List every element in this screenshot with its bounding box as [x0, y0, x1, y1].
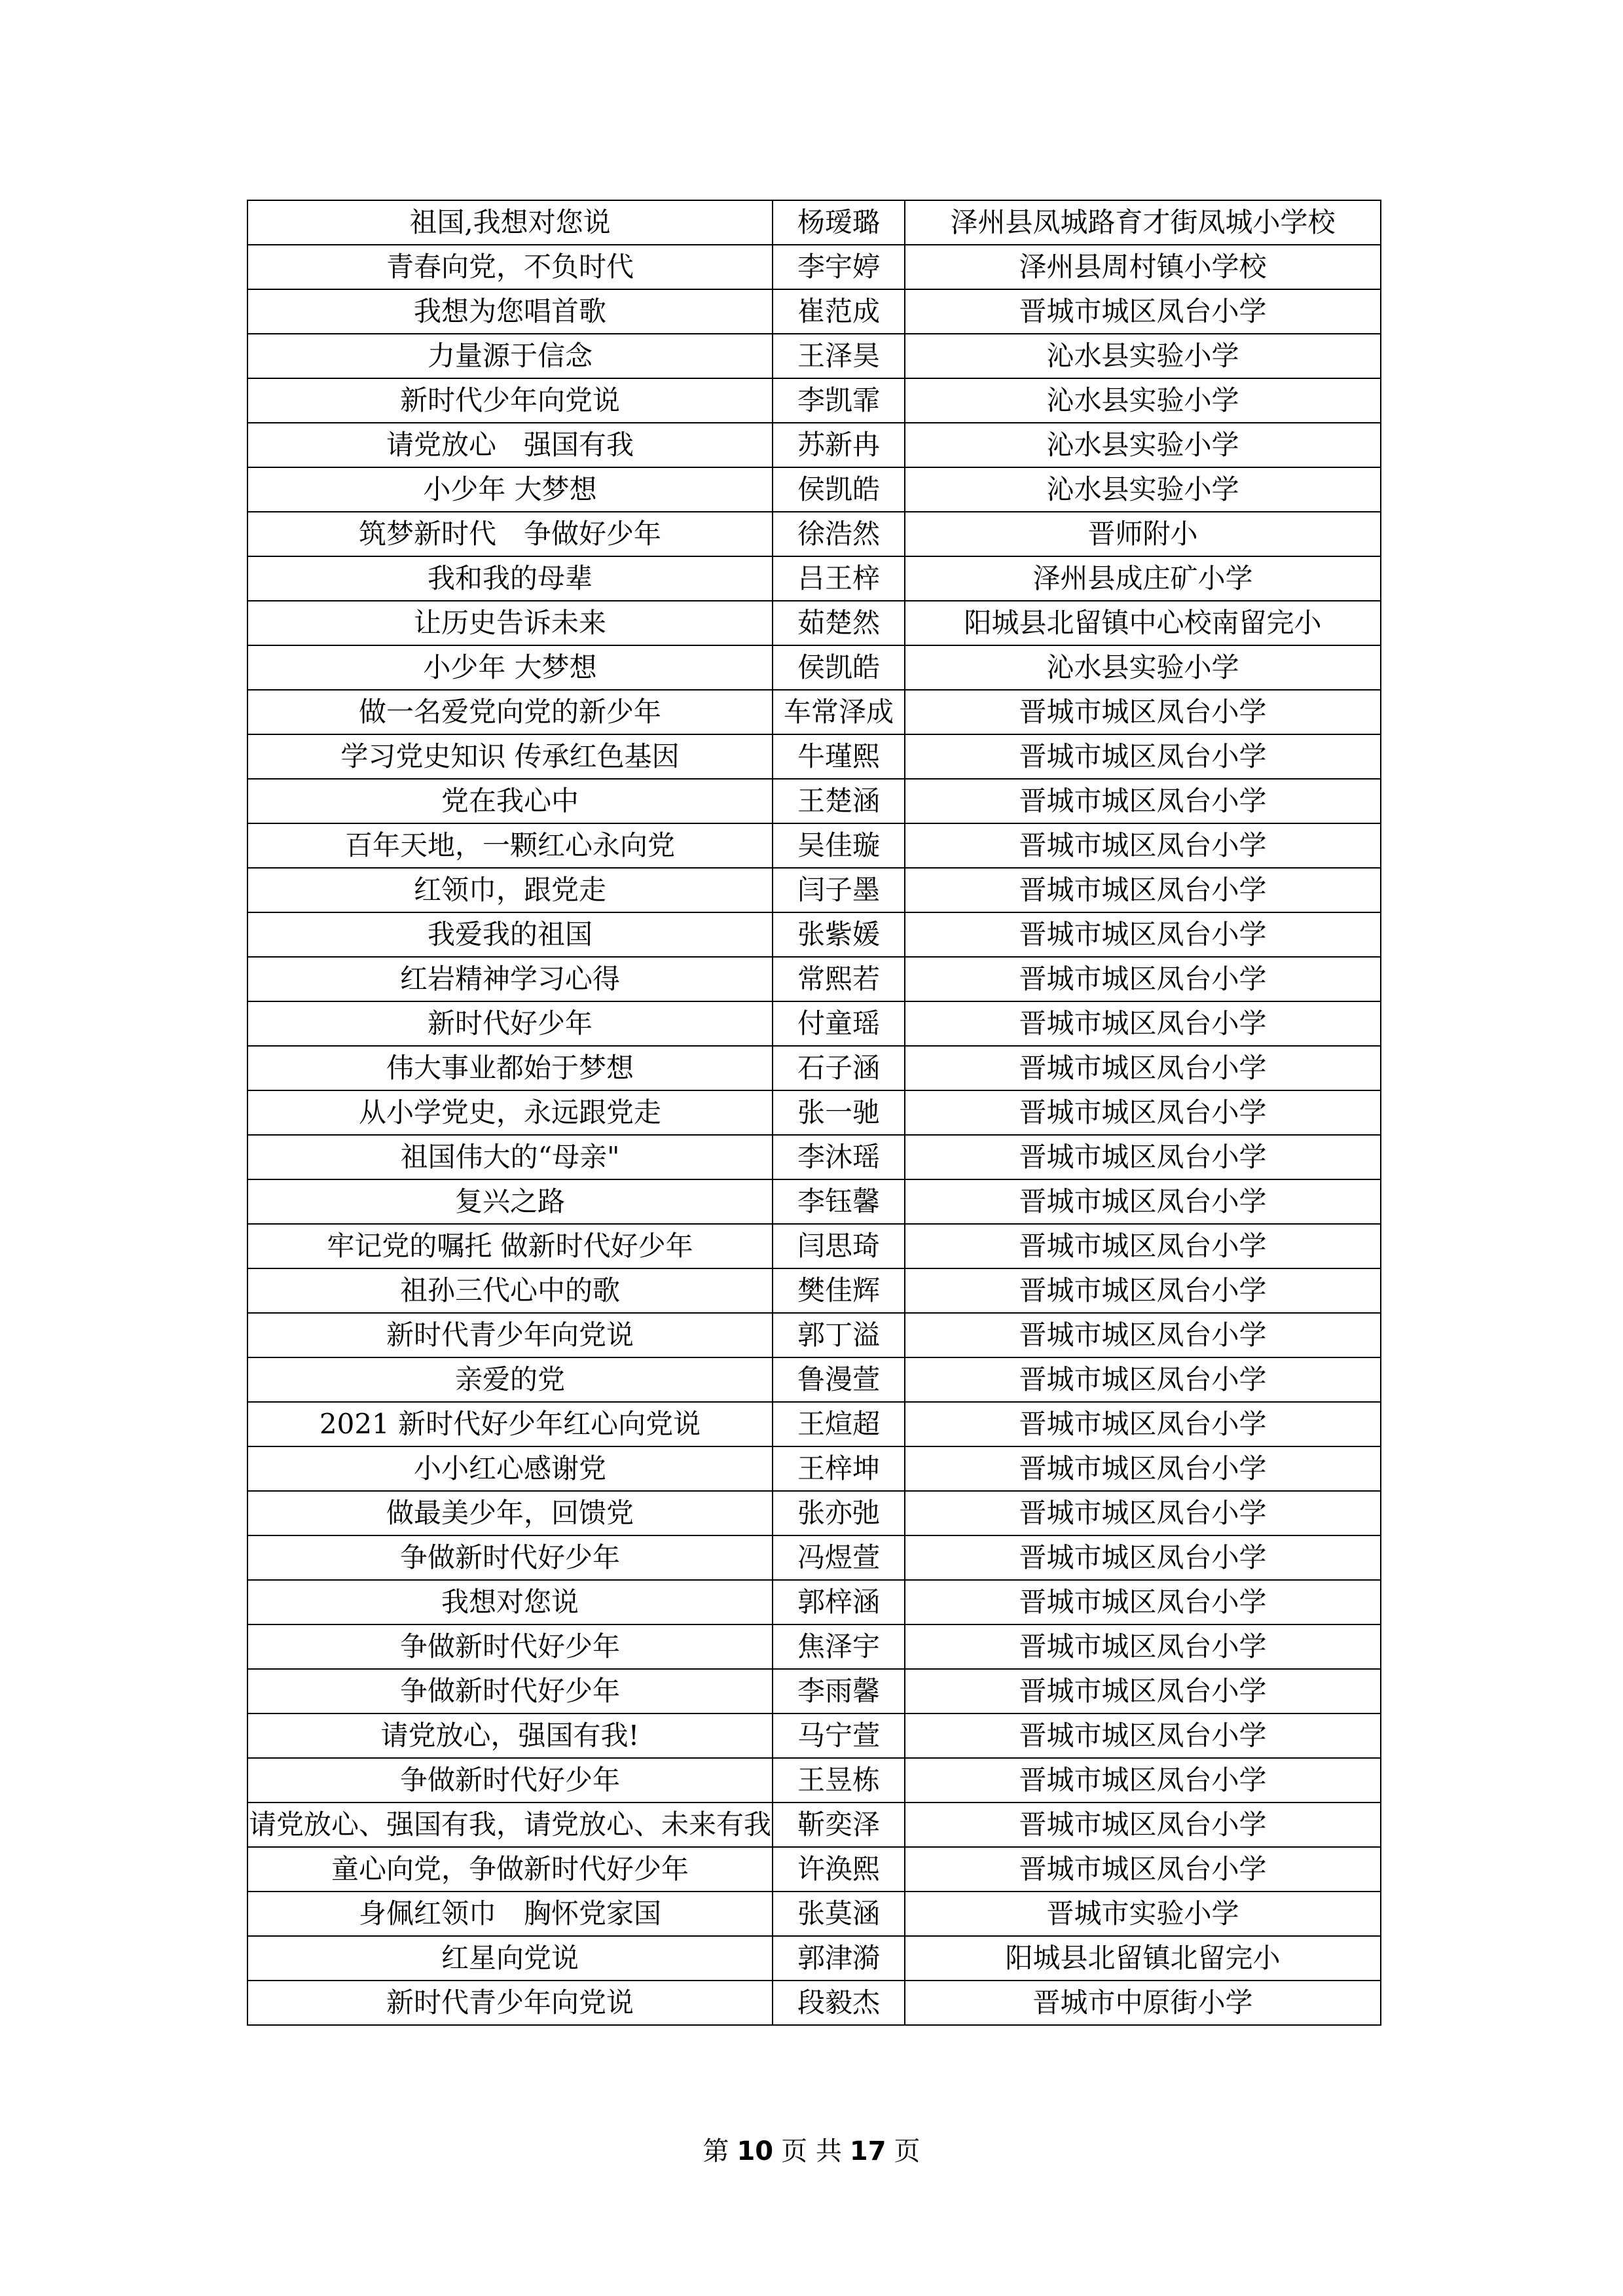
student-name-cell: 王楚涵	[773, 779, 905, 823]
table-row	[247, 957, 1381, 1001]
school-cell: 晋城市城区凤台小学	[905, 1135, 1381, 1179]
work-title-cell: 新时代青少年向党说	[247, 1981, 773, 2025]
table-row	[247, 1669, 1381, 1713]
work-title-cell: 我爱我的祖国	[247, 912, 773, 957]
student-name-cell: 许涣熙	[773, 1847, 905, 1892]
table-row	[247, 1135, 1381, 1179]
award-roster-table	[247, 200, 1381, 2026]
student-name-cell: 郭津漪	[773, 1936, 905, 1981]
work-title-cell: 我想为您唱首歌	[247, 289, 773, 334]
school-cell: 晋城市城区凤台小学	[905, 1758, 1381, 1803]
table-row	[247, 245, 1381, 289]
work-title-cell: 新时代青少年向党说	[247, 1313, 773, 1357]
work-title-cell: 身佩红领巾 胸怀党家国	[247, 1892, 773, 1936]
table-row	[247, 1981, 1381, 2025]
work-title-cell: 伟大事业都始于梦想	[247, 1046, 773, 1090]
student-name-cell: 马宁萱	[773, 1713, 905, 1758]
work-title-cell: 从小学党史，永远跟党走	[247, 1090, 773, 1135]
school-cell: 晋城市城区凤台小学	[905, 1402, 1381, 1446]
footer-middle: 页 共	[781, 2136, 842, 2166]
table-row	[247, 512, 1381, 556]
table-row	[247, 1357, 1381, 1402]
table-row	[247, 1046, 1381, 1090]
student-name-cell: 茹楚然	[773, 601, 905, 645]
student-name-cell: 张紫媛	[773, 912, 905, 957]
student-name-cell: 闫子墨	[773, 868, 905, 912]
table-row	[247, 1313, 1381, 1357]
current-page-number: 10	[737, 2136, 774, 2166]
page-footer	[0, 2130, 1623, 2168]
student-name-cell: 郭梓涵	[773, 1580, 905, 1624]
student-name-cell: 焦泽宇	[773, 1624, 905, 1669]
work-title-cell: 争做新时代好少年	[247, 1758, 773, 1803]
table-row	[247, 734, 1381, 779]
school-cell: 晋城市实验小学	[905, 1892, 1381, 1936]
school-cell: 晋城市城区凤台小学	[905, 1001, 1381, 1046]
work-title-cell: 请党放心 强国有我	[247, 423, 773, 467]
work-title-cell: 复兴之路	[247, 1179, 773, 1224]
school-cell: 晋城市城区凤台小学	[905, 779, 1381, 823]
work-title-cell: 争做新时代好少年	[247, 1535, 773, 1580]
work-title-cell: 做一名爱党向党的新少年	[247, 690, 773, 734]
school-cell: 沁水县实验小学	[905, 334, 1381, 378]
school-cell: 晋城市城区凤台小学	[905, 1803, 1381, 1847]
table-row	[247, 1803, 1381, 1847]
student-name-cell: 李钰馨	[773, 1179, 905, 1224]
table-row	[247, 1001, 1381, 1046]
school-cell: 晋城市城区凤台小学	[905, 1090, 1381, 1135]
work-title-cell: 请党放心，强国有我!	[247, 1713, 773, 1758]
work-title-cell: 新时代好少年	[247, 1001, 773, 1046]
work-title-cell: 做最美少年，回馈党	[247, 1491, 773, 1535]
total-pages-number: 17	[849, 2136, 886, 2166]
school-cell: 晋城市城区凤台小学	[905, 1713, 1381, 1758]
table-row	[247, 868, 1381, 912]
student-name-cell: 王煊超	[773, 1402, 905, 1446]
student-name-cell: 李凯霏	[773, 378, 905, 423]
work-title-cell: 力量源于信念	[247, 334, 773, 378]
student-name-cell: 李宇婷	[773, 245, 905, 289]
school-cell: 晋城市城区凤台小学	[905, 1535, 1381, 1580]
school-cell: 沁水县实验小学	[905, 378, 1381, 423]
work-title-cell: 小小红心感谢党	[247, 1446, 773, 1491]
table-row	[247, 1713, 1381, 1758]
student-name-cell: 徐浩然	[773, 512, 905, 556]
table-row	[247, 1847, 1381, 1892]
school-cell: 晋城市城区凤台小学	[905, 1446, 1381, 1491]
work-title-cell: 红岩精神学习心得	[247, 957, 773, 1001]
student-name-cell: 靳奕泽	[773, 1803, 905, 1847]
student-name-cell: 郭丁溢	[773, 1313, 905, 1357]
footer-prefix: 第	[702, 2136, 729, 2166]
table-row	[247, 423, 1381, 467]
school-cell: 晋城市城区凤台小学	[905, 1580, 1381, 1624]
table-row	[247, 601, 1381, 645]
work-title-cell: 祖孙三代心中的歌	[247, 1268, 773, 1313]
student-name-cell: 石子涵	[773, 1046, 905, 1090]
school-cell: 阳城县北留镇中心校南留完小	[905, 601, 1381, 645]
student-name-cell: 苏新冉	[773, 423, 905, 467]
work-title-cell: 童心向党，争做新时代好少年	[247, 1847, 773, 1892]
work-title-cell: 我和我的母辈	[247, 556, 773, 601]
table-row	[247, 912, 1381, 957]
student-name-cell: 王泽昊	[773, 334, 905, 378]
student-name-cell: 鲁漫萱	[773, 1357, 905, 1402]
school-cell: 晋城市中原街小学	[905, 1981, 1381, 2025]
table-row	[247, 1224, 1381, 1268]
school-cell: 沁水县实验小学	[905, 467, 1381, 512]
table-row	[247, 779, 1381, 823]
school-cell: 晋城市城区凤台小学	[905, 1357, 1381, 1402]
school-cell: 泽州县成庄矿小学	[905, 556, 1381, 601]
school-cell: 晋城市城区凤台小学	[905, 1268, 1381, 1313]
table-row	[247, 1936, 1381, 1981]
school-cell: 晋城市城区凤台小学	[905, 957, 1381, 1001]
school-cell: 晋城市城区凤台小学	[905, 734, 1381, 779]
work-title-cell: 2021 新时代好少年红心向党说	[247, 1402, 773, 1446]
work-title-cell: 红领巾，跟党走	[247, 868, 773, 912]
school-cell: 晋城市城区凤台小学	[905, 868, 1381, 912]
school-cell: 晋城市城区凤台小学	[905, 912, 1381, 957]
work-title-cell: 让历史告诉未来	[247, 601, 773, 645]
school-cell: 晋城市城区凤台小学	[905, 1313, 1381, 1357]
work-title-cell: 百年天地，一颗红心永向党	[247, 823, 773, 868]
school-cell: 沁水县实验小学	[905, 645, 1381, 690]
work-title-cell: 亲爱的党	[247, 1357, 773, 1402]
student-name-cell: 侯凯皓	[773, 467, 905, 512]
school-cell: 沁水县实验小学	[905, 423, 1381, 467]
table-row	[247, 1580, 1381, 1624]
footer-suffix: 页	[894, 2136, 921, 2166]
work-title-cell: 党在我心中	[247, 779, 773, 823]
table-row	[247, 690, 1381, 734]
work-title-cell: 我想对您说	[247, 1580, 773, 1624]
work-title-cell: 小少年 大梦想	[247, 467, 773, 512]
table-row	[247, 1446, 1381, 1491]
student-name-cell: 王梓坤	[773, 1446, 905, 1491]
student-name-cell: 段毅杰	[773, 1981, 905, 2025]
student-name-cell: 冯煜萱	[773, 1535, 905, 1580]
school-cell: 晋城市城区凤台小学	[905, 1624, 1381, 1669]
student-name-cell: 张一驰	[773, 1090, 905, 1135]
table-row	[247, 1535, 1381, 1580]
table-row	[247, 645, 1381, 690]
student-name-cell: 吕王梓	[773, 556, 905, 601]
work-title-cell: 请党放心、强国有我，请党放心、未来有我	[247, 1803, 773, 1847]
table-row	[247, 1090, 1381, 1135]
student-name-cell: 付童瑶	[773, 1001, 905, 1046]
table-row	[247, 1402, 1381, 1446]
school-cell: 泽州县周村镇小学校	[905, 245, 1381, 289]
school-cell: 晋城市城区凤台小学	[905, 1224, 1381, 1268]
school-cell: 晋城市城区凤台小学	[905, 1491, 1381, 1535]
work-title-cell: 争做新时代好少年	[247, 1669, 773, 1713]
work-title-cell: 祖国伟大的“母亲"	[247, 1135, 773, 1179]
school-cell: 晋城市城区凤台小学	[905, 1847, 1381, 1892]
work-title-cell: 牢记党的嘱托 做新时代好少年	[247, 1224, 773, 1268]
student-name-cell: 张莫涵	[773, 1892, 905, 1936]
student-name-cell: 杨瑷璐	[773, 200, 905, 245]
work-title-cell: 小少年 大梦想	[247, 645, 773, 690]
school-cell: 晋城市城区凤台小学	[905, 823, 1381, 868]
table-row	[247, 1268, 1381, 1313]
student-name-cell: 李沐瑶	[773, 1135, 905, 1179]
table-row	[247, 1491, 1381, 1535]
work-title-cell: 筑梦新时代 争做好少年	[247, 512, 773, 556]
table-row	[247, 289, 1381, 334]
student-name-cell: 吴佳璇	[773, 823, 905, 868]
table-row	[247, 334, 1381, 378]
student-name-cell: 常熙若	[773, 957, 905, 1001]
student-name-cell: 车常泽成	[773, 690, 905, 734]
school-cell: 晋师附小	[905, 512, 1381, 556]
work-title-cell: 青春向党，不负时代	[247, 245, 773, 289]
student-name-cell: 王昱栋	[773, 1758, 905, 1803]
table-row	[247, 1179, 1381, 1224]
work-title-cell: 新时代少年向党说	[247, 378, 773, 423]
table-row	[247, 200, 1381, 245]
table-row	[247, 1758, 1381, 1803]
table-row	[247, 556, 1381, 601]
school-cell: 晋城市城区凤台小学	[905, 289, 1381, 334]
school-cell: 晋城市城区凤台小学	[905, 1179, 1381, 1224]
work-title-cell: 争做新时代好少年	[247, 1624, 773, 1669]
student-name-cell: 崔范成	[773, 289, 905, 334]
student-name-cell: 樊佳辉	[773, 1268, 905, 1313]
work-title-cell: 红星向党说	[247, 1936, 773, 1981]
table-row	[247, 1892, 1381, 1936]
table-row	[247, 467, 1381, 512]
school-cell: 晋城市城区凤台小学	[905, 690, 1381, 734]
work-title-cell: 学习党史知识 传承红色基因	[247, 734, 773, 779]
school-cell: 晋城市城区凤台小学	[905, 1046, 1381, 1090]
roster-table-body	[247, 200, 1381, 2025]
school-cell: 晋城市城区凤台小学	[905, 1669, 1381, 1713]
table-row	[247, 378, 1381, 423]
table-row	[247, 823, 1381, 868]
school-cell: 泽州县凤城路育才街凤城小学校	[905, 200, 1381, 245]
student-name-cell: 侯凯皓	[773, 645, 905, 690]
work-title-cell: 祖国,我想对您说	[247, 200, 773, 245]
student-name-cell: 牛瑾熙	[773, 734, 905, 779]
student-name-cell: 张亦弛	[773, 1491, 905, 1535]
student-name-cell: 李雨馨	[773, 1669, 905, 1713]
table-row	[247, 1624, 1381, 1669]
school-cell: 阳城县北留镇北留完小	[905, 1936, 1381, 1981]
student-name-cell: 闫思琦	[773, 1224, 905, 1268]
